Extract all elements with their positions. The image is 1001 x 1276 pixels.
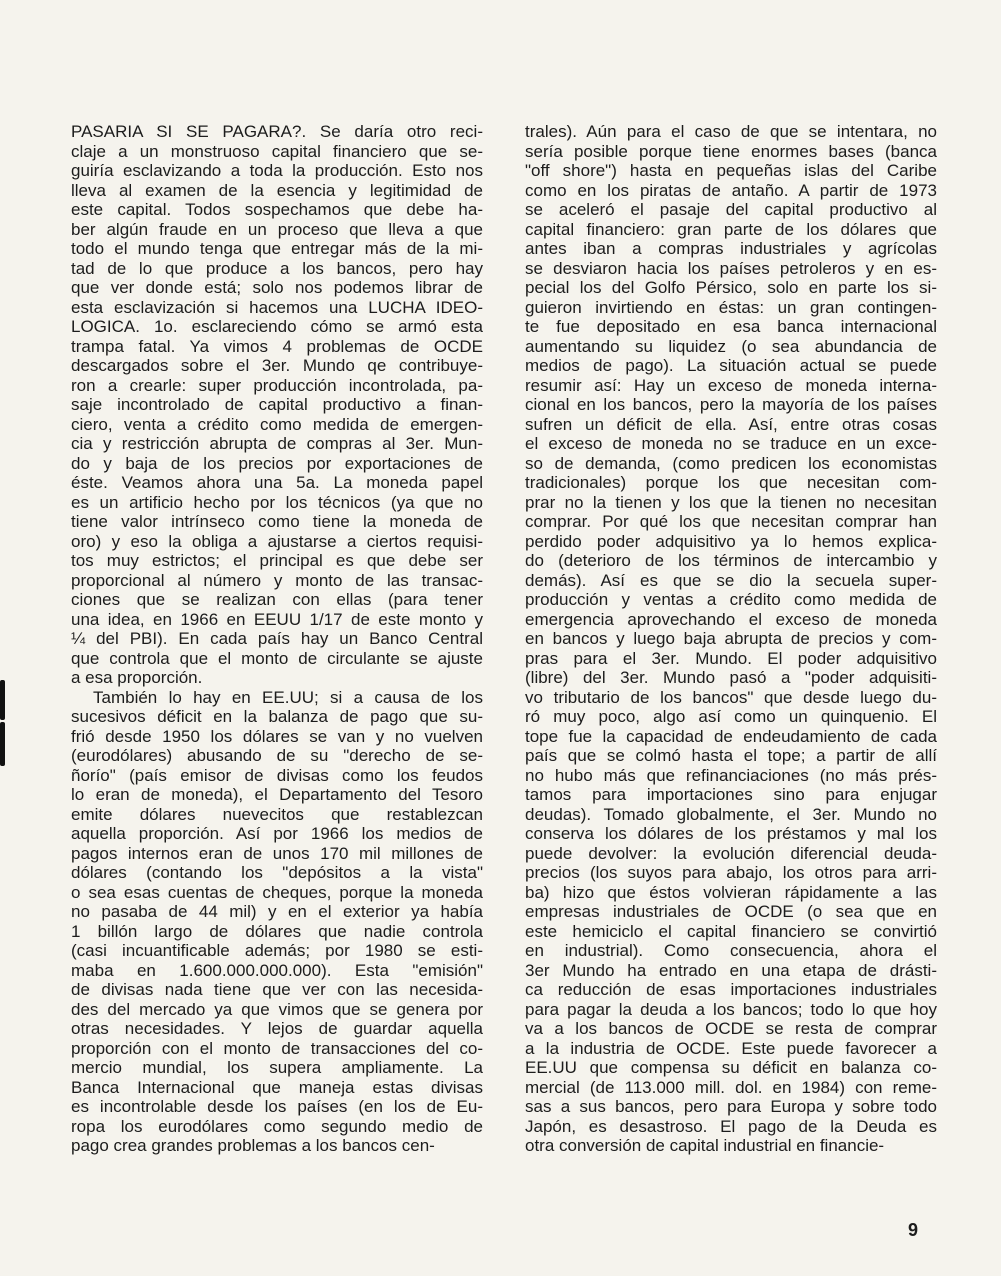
text-line: precios (los suyos para abajo, los otros para arri-	[525, 863, 937, 882]
text-line: ciero, venta a crédito como medida de emergen-	[71, 414, 483, 434]
text-line: en bancos y luego baja abrupta de precios y com-	[525, 629, 937, 648]
text-line: ropa los eurodólares como segundo medio de	[71, 1116, 483, 1136]
text-line: do (deterioro de los términos de intercambio y	[525, 551, 937, 570]
text-line: medios de pago). La situación actual se puede	[525, 356, 937, 375]
text-line: deudas). Tomado globalmente, el 3er. Mundo no	[525, 804, 937, 824]
text-line: una idea, en 1966 en EEUU 1/17 de este monto y	[71, 609, 483, 629]
text-line: éste. Veamos ahora una 5a. La moneda papel	[71, 473, 483, 492]
text-line: pecial los del Golfo Pérsico, solo en parte los si-	[525, 278, 937, 297]
text-line: trampa fatal. Ya vimos 4 problemas de OCDE	[71, 336, 483, 356]
text-line: tos muy estrictos; el principal es que debe ser	[71, 551, 483, 570]
text-line: no hubo más que refinanciaciones (no más prés-	[525, 765, 937, 785]
text-line: emite dólares nuevecitos que restablezcan	[71, 804, 483, 824]
text-line: so de demanda, (como predicen los economistas	[525, 453, 937, 473]
text-line: capital financiero: gran parte de los dólares que	[525, 219, 937, 239]
text-line: (casi incuantificable además; por 1980 se esti-	[71, 941, 483, 960]
text-line: antes iban a compras industriales y agrícolas	[525, 239, 937, 258]
text-line: proporcional al número y monto de las transac-	[71, 570, 483, 590]
text-line: sas a sus bancos, pero para Europa y sobre todo	[525, 1097, 937, 1116]
page-number: 9	[908, 1220, 919, 1240]
text-line: trales). Aún para el caso de que se intentara, no	[525, 122, 937, 141]
text-line: tiene valor intrínseco como tiene la moneda de	[71, 512, 483, 531]
text-line: lo eran de moneda), el Departamento del Tesoro	[71, 785, 483, 804]
left-text-column	[71, 122, 483, 1156]
text-line: LOGICA. 1o. esclareciendo cómo se armó esta	[71, 317, 483, 336]
text-line: sufren un déficit de ella. Así, entre otras cosas	[525, 414, 937, 434]
text-line: aquella proporción. Así por 1966 los medios de	[71, 824, 483, 843]
text-line: perdido poder adquisitivo ya lo hemos explica-	[525, 531, 937, 551]
text-line: puede devolver: la evolución diferencial deuda-	[525, 843, 937, 863]
text-line: mercial (de 113.000 mill. dol. en 1984) con reme-	[525, 1077, 937, 1097]
text-line: país que se colmó hasta el tope; a partir de allí	[525, 746, 937, 765]
text-line: este capital. Todos sospechamos que debe ha-	[71, 200, 483, 219]
text-line: comprar. Por qué los que necesitan comprar han	[525, 512, 937, 531]
text-line: lleva al examen de la esencia y legitimidad de	[71, 180, 483, 200]
text-line: otras necesidades. Y lejos de guardar aquella	[71, 1019, 483, 1038]
text-line: todo el mundo tenga que entregar más de la mi-	[71, 239, 483, 258]
text-line: descargados sobre el 3er. Mundo qe contribuye-	[71, 356, 483, 375]
text-line: de divisas nada tiene que ver con las necesida-	[71, 980, 483, 999]
text-line: o sea esas cuentas de cheques, porque la moneda	[71, 882, 483, 902]
text-line: vo tributario de los bancos" que desde luego du-	[525, 687, 937, 707]
text-line: este hemiciclo el capital financiero se convirtió	[525, 921, 937, 941]
text-line: sería posible porque tiene enormes bases (banca	[525, 141, 937, 161]
text-line: ber algún fraude en un proceso que lleva a que	[71, 219, 483, 239]
text-line: oro) y eso la obliga a ajustarse a ciertos requisi-	[71, 531, 483, 551]
text-line: saje incontrolado de capital productivo a finan-	[71, 395, 483, 414]
text-line: esta esclavización si hacemos una LUCHA IDEO-	[71, 297, 483, 317]
text-line: te fue depositado en esa banca internacional	[525, 317, 937, 336]
text-line: des del mercado ya que vimos que se genera por	[71, 999, 483, 1019]
text-line: ba) hizo que éstos volvieran rápidamente a las	[525, 882, 937, 902]
text-line: que ver donde está; solo nos podemos librar de	[71, 278, 483, 297]
text-line: tope fue la capacidad de endeudamiento de cada	[525, 726, 937, 746]
text-line: 1 billón largo de dólares que nadie controla	[71, 921, 483, 941]
text-line: va a los bancos de OCDE se resta de comprar	[525, 1019, 937, 1038]
text-line: es incontrolable desde los países (en los de Eu-	[71, 1097, 483, 1116]
text-line: ciones que se realizan con ellas (para tener	[71, 590, 483, 609]
text-line: ¼ del PBI). En cada país hay un Banco Central	[71, 629, 483, 648]
text-line: "off shore") hasta en pequeñas islas del Caribe	[525, 161, 937, 180]
text-line: cional en los bancos, pero la mayoría de los países	[525, 395, 937, 414]
text-line: demás). Así es que se dio la secuela super-	[525, 570, 937, 590]
text-line: para pagar la deuda a los bancos; todo lo que hoy	[525, 999, 937, 1019]
text-line: guieron invirtiendo en éstas: un gran contingen-	[525, 297, 937, 317]
text-line: empresas industriales de OCDE (o sea que en	[525, 902, 937, 921]
text-line: pago crea grandes problemas a los bancos cen-	[71, 1136, 435, 1155]
text-line: mercio mundial, los supera ampliamente. La	[71, 1058, 483, 1077]
text-line: cia y restricción abrupta de compras al 3er. Mun-	[71, 434, 483, 453]
scan-edge-mark	[0, 722, 5, 766]
text-line: claje a un monstruoso capital financiero que se-	[71, 141, 483, 161]
text-line: sucesivos déficit en la balanza de pago que su-	[71, 707, 483, 726]
text-line: pras para el 3er. Mundo. El poder adquisitivo	[525, 648, 937, 668]
text-line: a la industria de OCDE. Este puede favorecer a	[525, 1038, 937, 1058]
text-line: producción y ventas a crédito como medida de	[525, 590, 937, 609]
text-line: aumentando su liquidez (o sea abundancia de	[525, 336, 937, 356]
text-line: do y baja de los precios por exportaciones de	[71, 453, 483, 473]
text-line: tamos para importaciones sino para enjugar	[525, 785, 937, 804]
text-line: ca reducción de esas importaciones industriales	[525, 980, 937, 999]
text-line: emergencia aprovechando el exceso de moneda	[525, 609, 937, 629]
text-line: otra conversión de capital industrial en financie-	[525, 1136, 885, 1155]
text-line: ñorío" (país emisor de divisas como los feudos	[71, 765, 483, 785]
text-line: guiría esclavizando a toda la producción. Esto nos	[71, 161, 483, 180]
text-line: el exceso de moneda no se traduce en un exce-	[525, 434, 937, 453]
text-line: ró muy poco, algo así como un quinquenio. El	[525, 707, 937, 726]
text-line: frió desde 1950 los dólares se van y no vuelven	[71, 726, 483, 746]
text-line: PASARIA SI SE PAGARA?. Se daría otro reci-	[71, 122, 483, 141]
text-line: se desviaron hacia los países petroleros y en es-	[525, 258, 937, 278]
text-line: como en los piratas de antaño. A partir de 1973	[525, 180, 937, 200]
text-line: (libre) del 3er. Mundo pasó a "poder adquisiti-	[525, 668, 937, 687]
text-line: tradicionales) porque los que necesitan com-	[525, 473, 937, 492]
text-line: tad de lo que produce a los bancos, pero hay	[71, 258, 483, 278]
text-line: conserva los dólares de los préstamos y mal los	[525, 824, 937, 843]
text-line: proporción con el monto de transacciones del co-	[71, 1038, 483, 1058]
text-line: También lo hay en EE.UU; si a causa de los	[93, 687, 483, 707]
text-line: dólares (contando los "depósitos a la vista"	[71, 863, 483, 882]
text-line: no pasaba de 44 mil) y en el exterior ya había	[71, 902, 483, 921]
text-line: es un artificio hecho por los técnicos (ya que no	[71, 492, 483, 512]
text-line: Banca Internacional que maneja estas divisas	[71, 1077, 483, 1097]
text-line: EE.UU que compensa su déficit en balanza co-	[525, 1058, 937, 1077]
text-line: en industrial). Como consecuencia, ahora el	[525, 941, 937, 960]
text-line: maba en 1.600.000.000.000). Esta "emisión"	[71, 960, 483, 980]
text-line: se aceleró el pasaje del capital productivo al	[525, 200, 937, 219]
text-line: 3er Mundo ha entrado en una etapa de drásti-	[525, 960, 937, 980]
text-line: a esa proporción.	[71, 668, 203, 687]
text-line: pagos internos eran de unos 170 mil millones de	[71, 843, 483, 863]
text-line: que controla que el monto de circulante se ajuste	[71, 648, 483, 668]
scan-edge-mark	[0, 680, 5, 720]
text-line: Japón, es desastroso. El pago de la Deuda es	[525, 1116, 937, 1136]
right-text-column	[525, 122, 937, 1156]
text-line: prar no la tienen y los que la tienen no necesitan	[525, 492, 937, 512]
text-line: (eurodólares) abusando de su "derecho de se-	[71, 746, 483, 765]
text-line: ron a crearle: super producción incontrolada, pa-	[71, 375, 483, 395]
text-line: resumir así: Hay un exceso de moneda interna-	[525, 375, 937, 395]
